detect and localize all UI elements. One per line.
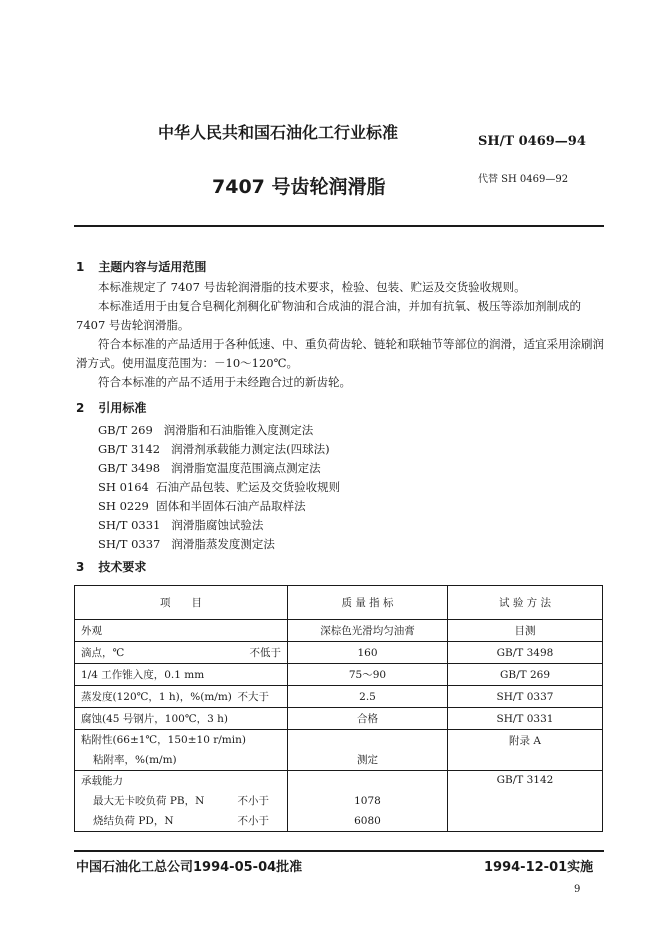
section3-title: 技术要求 [98,560,147,574]
section2-heading [76,399,146,416]
row-item-label: 外观 [81,625,102,637]
table-row [75,642,603,664]
row-item-label: 1/4 工作锥入度，0.1 mm [81,669,205,681]
row-item-limit: 不低于 [249,647,281,659]
load-sub1-value: 1078 [354,795,381,807]
section1-title: 主题内容与适用范围 [98,260,207,274]
row-method: 目测 [448,620,603,642]
reference-name: 润滑脂宽温度范围滴点测定法 [171,461,321,475]
reference-name: 石油产品包装、贮运及交货验收规则 [156,480,341,494]
header-quality: 质 量 指 标 [288,586,448,620]
load-sub2 [81,811,281,831]
row-method: SH/T 0331 [448,708,603,730]
adhesion-value: 测定 [288,730,448,771]
header-method: 试 验 方 法 [448,586,603,620]
reference-item [98,498,306,514]
row-method: GB/T 269 [448,664,603,686]
adhesion-method: 附录 A [448,730,603,771]
load-sub2-value: 6080 [354,815,381,827]
load-values [288,771,448,832]
table-row-adhesion [75,730,603,771]
standard-code: SH/T 0469—94 [478,134,586,149]
product-title: 7407 号齿轮润滑脂 [212,176,386,198]
header-divider [74,225,604,227]
load-title: 承载能力 [81,775,123,787]
section1-heading [76,258,206,275]
row-method: SH/T 0337 [448,686,603,708]
reference-code: SH 0164 [98,480,149,494]
reference-code: GB/T 269 [98,423,153,437]
page-number: 9 [574,884,581,895]
footer-divider [74,850,604,852]
row-value: 2.5 [288,686,448,708]
reference-code: SH 0229 [98,499,149,513]
table-row [75,664,603,686]
section1-para4: 符合本标准的产品不适用于未经跑合过的新齿轮。 [98,375,351,389]
section2-title: 引用标准 [98,401,147,415]
section3-number: 3 [76,560,85,574]
section2-number: 2 [76,401,85,415]
section1-para3-line2: 滑方式。使用温度范围为：－10～120℃。 [76,356,298,370]
adhesion-item [75,730,288,771]
row-value: 75～90 [288,664,448,686]
row-method: GB/T 3498 [448,642,603,664]
table-row [75,686,603,708]
section1-para2-line2: 7407 号齿轮润滑脂。 [76,318,190,332]
table-header-row [75,586,603,620]
load-method: GB/T 3142 [448,771,603,832]
row-item [75,686,288,708]
reference-name: 润滑脂腐蚀试验法 [171,518,264,532]
row-value: 合格 [288,708,448,730]
reference-code: SH/T 0331 [98,518,161,532]
row-item [75,708,288,730]
load-item [75,771,288,832]
reference-name: 润滑剂承载能力测定法(四球法) [171,442,330,456]
reference-code: SH/T 0337 [98,537,161,551]
section3-heading [76,558,146,575]
load-sub1 [81,791,281,811]
row-item-label: 腐蚀(45 号钢片，100℃，3 h) [81,713,228,725]
technical-requirements-table [74,585,603,832]
row-item-label: 滴点，℃ [81,647,125,659]
row-item [75,642,288,664]
industry-standard-title: 中华人民共和国石油化工行业标准 [158,123,399,142]
reference-item [98,536,275,552]
reference-item [98,441,330,457]
adhesion-line1: 粘附性(66±1℃，150±10 r/min) [81,734,246,746]
row-item [75,664,288,686]
section1-number: 1 [76,260,85,274]
replaces-note: 代替 SH 0469—92 [478,174,569,185]
approval-note: 中国石油化工总公司1994-05-04批准 [76,860,303,875]
row-value: 160 [288,642,448,664]
load-sub1-limit: 不小于 [237,795,269,807]
section1-para1: 本标准规定了 7407 号齿轮润滑脂的技术要求，检验、包装、贮运及交货验收规则。 [98,280,526,294]
header-item: 项 目 [75,586,288,620]
row-item [75,620,288,642]
load-sub1-label: 最大无卡咬负荷 PB，N [93,795,205,807]
load-sub2-label: 烧结负荷 PD，N [93,815,174,827]
reference-item [98,422,313,438]
reference-name: 固体和半固体石油产品取样法 [156,499,306,513]
reference-item [98,460,321,476]
section1-para3-line1: 符合本标准的产品适用于各种低速、中、重负荷齿轮、链轮和联轴节等部位的润滑，适宜采用涂刷润 [98,337,604,351]
reference-item [98,479,340,495]
row-item-label: 蒸发度(120℃，1 h)，%(m/m) [81,691,232,703]
row-value: 深棕色光滑均匀油膏 [288,620,448,642]
section1-para2-line1: 本标准适用于由复合皂稠化剂稠化矿物油和合成油的混合油，并加有抗氧、极压等添加剂制成的 [98,299,581,313]
adhesion-line2: 粘附率，%(m/m) [93,754,177,766]
reference-name: 润滑脂和石油脂锥入度测定法 [163,423,314,437]
implementation-date: 1994-12-01实施 [484,860,594,875]
load-sub2-limit: 不小于 [237,815,269,827]
table-row [75,620,603,642]
reference-code: GB/T 3498 [98,461,161,475]
table-row-load [75,771,603,832]
row-item-limit: 不大于 [237,691,269,703]
reference-item [98,517,263,533]
reference-code: GB/T 3142 [98,442,161,456]
table-row [75,708,603,730]
reference-name: 润滑脂蒸发度测定法 [171,537,275,551]
